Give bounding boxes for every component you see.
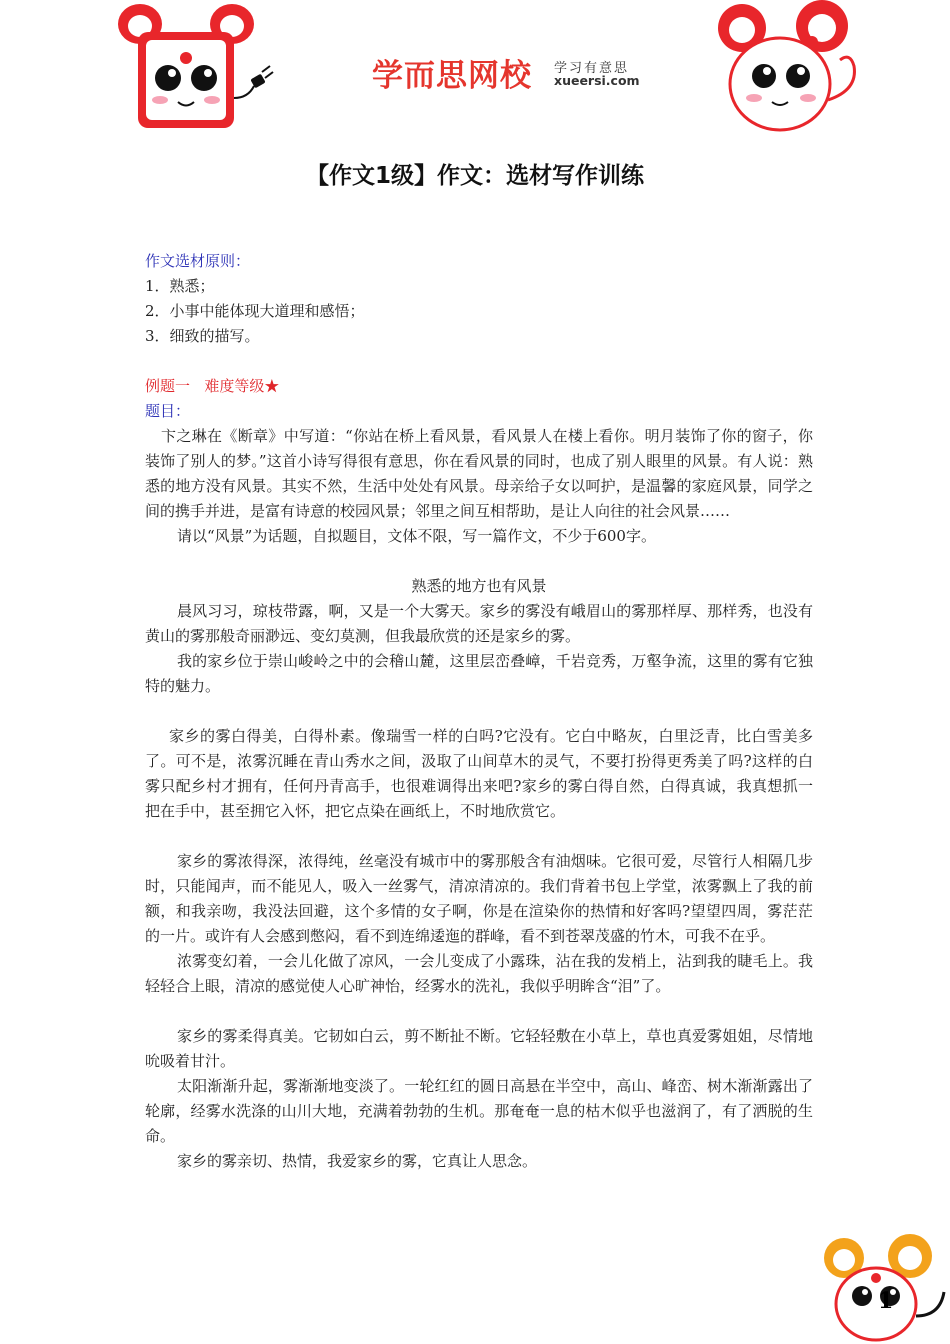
page-number: 1 [878, 1288, 894, 1314]
logo-brand: 学而思网校 [372, 58, 532, 94]
essay-paragraph: 家乡的雾浓得深，浓得纯，丝毫没有城市中的雾那般含有油烟味。它很可爱，尽管行人相隔几步时，只能闻声，而不能见人，吸入一丝雾气，清凉清凉的。我们背着书包上学堂，浓雾飘上了我的前额，和我亲吻，我没法回避，这个多情的女子啊，你是在渲染你的热情和好客吗?望望四周，雾茫茫的一片。或许有人会感到憋闷，看不到连绵逶迤的群峰，看不到苍翠茂盛的竹木，可我不在乎。 [145, 852, 813, 945]
mascot-mouse-icon [712, 0, 872, 135]
difficulty-label: 难度等级★ [204, 377, 280, 395]
mascot-square-icon [112, 2, 282, 137]
principle-item: 3．细致的描写。 [145, 327, 260, 345]
example-header [145, 374, 813, 399]
logo-slogan: 学习有意思 [554, 61, 630, 76]
essay-paragraph: 家乡的雾亲切、热情，我爱家乡的雾，它真让人思念。 [177, 1152, 538, 1170]
essay-paragraph: 晨风习习，琼枝带露，啊，又是一个大雾天。家乡的雾没有峨眉山的雾那样厚、那样秀，也没有黄山的雾那般奇丽渺远、变幻莫测，但我最欣赏的还是家乡的雾。 [145, 602, 813, 645]
page-title: 【作文1级】作文：选材写作训练 [305, 163, 644, 189]
prompt-heading: 题目： [145, 402, 191, 420]
principles-heading: 作文选材原则： [145, 252, 251, 270]
essay-title: 熟悉的地方也有风景 [411, 577, 547, 595]
example-label: 例题一 [145, 377, 191, 395]
prompt-text: 卞之琳在《断章》中写道：“你站在桥上看风景，看风景人在楼上看你。明月装饰了你的窗子，你装饰了别人的梦。”这首小诗写得很有意思，你在看风景的同时，也成了别人眼里的风景。有人说：熟悉的地方没有风景。其实不然，生活中处处有风景。母亲给子女以呵护，是温馨的家庭风景，同学之间的携手并进，是富有诗意的校园风景；邻里之间互相帮助，是让人向往的社会风景…… [145, 427, 813, 520]
essay-paragraph: 我的家乡位于崇山峻岭之中的会稽山麓，这里层峦叠嶂，千岩竞秀，万壑争流，这里的雾有它独特的魅力。 [145, 652, 813, 695]
essay-paragraph: 太阳渐渐升起，雾渐渐地变淡了。一轮红红的圆日高悬在半空中，高山、峰峦、树木渐渐露出了轮廓，经雾水洗涤的山川大地，充满着勃勃的生机。那奄奄一息的枯木似乎也滋润了，有了洒脱的生命。 [145, 1077, 813, 1145]
prompt-requirement: 请以“风景”为话题，自拟题目，文体不限，写一篇作文，不少于600字。 [177, 527, 656, 545]
essay-paragraph: 家乡的雾柔得真美。它韧如白云，剪不断扯不断。它轻轻敷在小草上，草也真爱雾姐姐，尽情地吮吸着甘汁。 [145, 1027, 813, 1070]
document-body [145, 249, 813, 1174]
essay-paragraph: 家乡的雾白得美，白得朴素。像瑞雪一样的白吗?它没有。它白中略灰，白里泛青，比白雪美多了。可不是，浓雾沉睡在青山秀水之间，汲取了山间草木的灵气，不要打扮得更秀美了吗?这样的白雾只配乡村才拥有，任何丹青高手，也很难调得出来吧?家乡的雾白得自然，白得真诚，我真想抓一把在手中，甚至拥它入怀，把它点染在画纸上，不时地欣赏它。 [145, 727, 813, 820]
essay-paragraph: 浓雾变幻着，一会儿化做了凉风，一会儿变成了小露珠，沾在我的发梢上，沾到我的睫毛上。我轻轻合上眼，清凉的感觉使人心旷神怡，经雾水的洗礼，我似乎明眸含“泪”了。 [145, 952, 813, 995]
principle-item: 1．熟悉； [145, 277, 215, 295]
principle-item: 2．小事中能体现大道理和感悟； [145, 302, 365, 320]
logo-url: xueersi.com [554, 73, 640, 88]
